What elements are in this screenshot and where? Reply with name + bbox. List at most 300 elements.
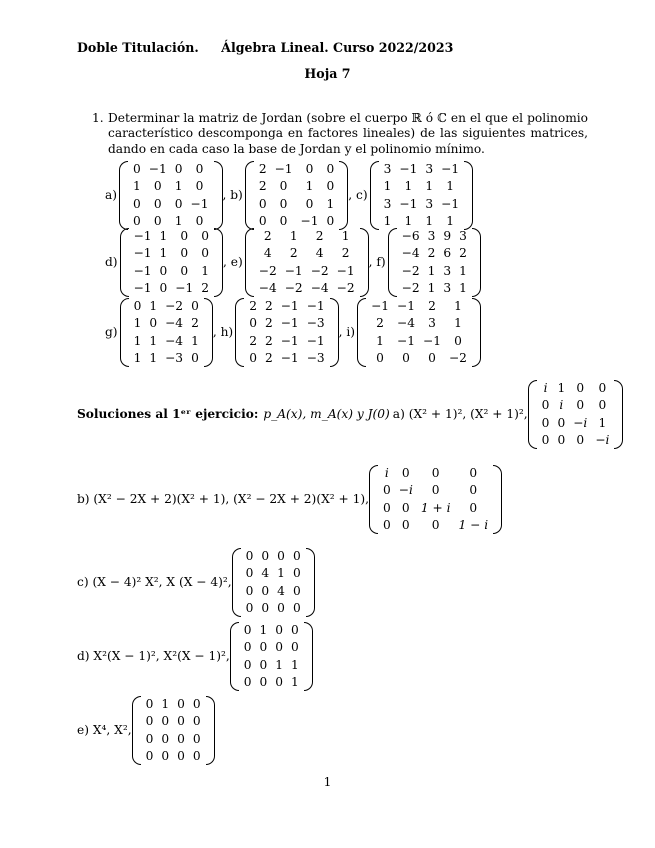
label-i: , i) xyxy=(338,324,356,339)
matrix-entry: 0 xyxy=(174,162,183,176)
matrix-entry: 0 xyxy=(195,162,204,176)
left-paren xyxy=(120,228,129,297)
left-paren xyxy=(119,161,128,230)
matrix-entry: 1 xyxy=(427,280,436,295)
matrix-row xyxy=(240,639,303,656)
matrix-entry: −1 xyxy=(274,162,293,176)
matrix-row xyxy=(245,350,328,367)
sheet-title: Hoja 7 xyxy=(304,66,351,81)
matrix-row xyxy=(367,315,471,332)
matrix-row xyxy=(255,280,359,297)
matrix-table xyxy=(245,298,328,367)
right-paren xyxy=(304,622,313,691)
matrix-entry: 1 xyxy=(201,263,210,278)
matrix-entry: 0 xyxy=(191,350,199,365)
solution-c-text: c) (X − 4)² X², X (X − 4)², xyxy=(77,574,232,589)
matrix-entry: 0 xyxy=(292,583,301,598)
matrix-entry: 1 xyxy=(459,263,467,278)
matrix-entry: −1 xyxy=(284,263,303,278)
matrix-entry: 0 xyxy=(382,483,391,498)
matrix-entry: 1 xyxy=(557,381,566,395)
matrix-entry: 1 xyxy=(159,229,168,243)
left-paren xyxy=(245,228,254,297)
matrix-entry: −2 xyxy=(284,280,303,295)
solutions-intro: p_A(x), m_A(x) y J(0) xyxy=(263,406,390,421)
matrix-entry: 1 − i xyxy=(458,517,489,532)
matrix-entry: −2 xyxy=(336,280,355,295)
matrix-entry: 0 xyxy=(192,714,201,729)
label-g: g) xyxy=(105,324,118,339)
matrix-entry: 3 xyxy=(425,196,434,211)
matrix-row xyxy=(242,583,305,600)
matrix-entry: 1 xyxy=(376,333,384,348)
matrix-entry: 0 xyxy=(598,381,607,395)
solution-d xyxy=(77,622,313,691)
matrix-row xyxy=(255,245,359,262)
matrix-entry: 0 xyxy=(576,432,585,447)
matrix-entry: 4 xyxy=(261,566,270,581)
matrix-entry: −6 xyxy=(401,229,420,243)
matrix-entry: 0 xyxy=(243,657,252,672)
matrix-row-3 xyxy=(105,298,481,367)
matrix-entry: i xyxy=(384,466,389,480)
matrix-entry: 0 xyxy=(192,748,201,763)
left-paren xyxy=(370,161,379,230)
matrix-row xyxy=(245,298,328,315)
matrix-entry: 1 xyxy=(174,213,183,228)
course-name: Doble Titulación. xyxy=(77,40,199,55)
matrix-entry: 0 xyxy=(541,415,550,430)
matrix-row xyxy=(142,713,205,730)
matrix-entry: 1 xyxy=(161,697,170,711)
matrix-entry: 0 xyxy=(161,714,170,729)
matrix-entry: 9 xyxy=(443,229,452,243)
matrix-entry: 2 xyxy=(258,162,267,176)
matrix-c xyxy=(370,161,473,230)
matrix-entry: 3 xyxy=(425,162,434,176)
matrix-entry: 0 xyxy=(192,697,201,711)
matrix-row xyxy=(255,263,359,280)
matrix-entry: 0 xyxy=(275,640,284,655)
matrix-entry: 0 xyxy=(133,196,141,211)
matrix-entry: 1 xyxy=(191,333,199,348)
matrix-entry: 0 xyxy=(159,263,168,278)
matrix-entry: 0 xyxy=(177,714,185,729)
solution-c-matrix xyxy=(232,548,315,617)
matrix-entry: −4 xyxy=(258,280,277,295)
matrix-entry: 1 xyxy=(133,333,142,348)
matrix-entry: 0 xyxy=(180,263,189,278)
matrix-table xyxy=(130,228,213,297)
matrix-entry: −1 xyxy=(397,299,415,313)
matrix-entry: 0 xyxy=(259,640,268,655)
matrix-table xyxy=(380,161,463,230)
matrix-entry: 4 xyxy=(263,246,272,261)
matrix-entry: 2 xyxy=(315,229,324,243)
matrix-entry: 0 xyxy=(401,466,410,480)
matrix-entry: 0 xyxy=(431,483,440,498)
left-paren xyxy=(369,465,378,534)
matrix-entry: −2 xyxy=(401,280,420,295)
matrix-row xyxy=(398,228,471,245)
matrix-row xyxy=(255,178,338,195)
matrix-entry: 3 xyxy=(459,229,467,243)
matrix-h xyxy=(235,298,338,367)
matrix-entry: 0 xyxy=(275,623,284,637)
matrix-row xyxy=(130,228,213,245)
matrix-entry: 0 xyxy=(192,731,201,746)
matrix-entry: 0 xyxy=(382,500,391,515)
matrix-entry: 0 xyxy=(469,483,478,498)
matrix-entry: 1 xyxy=(383,213,392,228)
matrix-row xyxy=(240,657,303,674)
matrix-entry: 0 xyxy=(576,381,585,395)
solution-e xyxy=(77,696,215,765)
matrix-entry: 1 xyxy=(149,299,158,313)
matrix-entry: 0 xyxy=(145,731,154,746)
matrix-entry: 1 xyxy=(259,623,268,637)
matrix-row xyxy=(130,333,203,350)
matrix-entry: 1 xyxy=(159,246,168,261)
matrix-entry: 2 xyxy=(459,246,467,261)
matrix-row xyxy=(130,280,213,297)
matrix-entry: −1 xyxy=(306,333,325,348)
exercise-statement: Determinar la matriz de Jordan (sobre el cuerpo ℝ ó ℂ en el que el polinomio característico descomponga en factores lineales) de las siguientes matrices, dando en cada caso la base de Jordan y el polinomio mínimo. xyxy=(108,111,588,156)
matrix-entry: 0 xyxy=(177,731,185,746)
solution-a xyxy=(77,380,623,449)
matrix-entry: 0 xyxy=(541,398,550,413)
matrix-entry: 0 xyxy=(149,316,158,331)
matrix-row xyxy=(129,178,212,195)
matrix-row xyxy=(367,333,471,350)
matrix-entry: 0 xyxy=(557,415,566,430)
matrix-table xyxy=(240,622,303,691)
matrix-entry: −1 xyxy=(280,316,299,331)
matrix-entry: 0 xyxy=(133,162,141,176)
matrix-entry: 1 xyxy=(454,299,462,313)
matrix-entry: 0 xyxy=(292,566,301,581)
matrix-entry: 0 xyxy=(326,213,335,228)
matrix-entry: 0 xyxy=(376,350,384,365)
matrix-entry: 1 xyxy=(425,179,434,194)
matrix-entry: 1 xyxy=(275,657,284,672)
matrix-entry: 0 xyxy=(133,213,141,228)
matrix-entry: −1 xyxy=(280,350,299,365)
matrix-entry: 0 xyxy=(201,229,210,243)
matrix-entry: 0 xyxy=(243,623,252,637)
label-f: , f) xyxy=(368,254,386,269)
matrix-table xyxy=(242,548,305,617)
matrix-entry: 2 xyxy=(264,316,273,331)
right-paren xyxy=(204,298,213,367)
matrix-e xyxy=(245,228,369,297)
matrix-entry: 0 xyxy=(431,517,440,532)
left-paren xyxy=(245,161,254,230)
matrix-entry: 1 xyxy=(289,229,298,243)
left-paren xyxy=(357,298,366,367)
matrix-entry: 2 xyxy=(258,179,267,194)
matrix-entry: 0 xyxy=(279,196,288,211)
matrix-entry: 0 xyxy=(402,350,410,365)
matrix-entry: −1 xyxy=(133,229,152,243)
matrix-entry: −1 xyxy=(306,299,325,313)
page-header xyxy=(77,40,453,56)
left-paren xyxy=(120,298,129,367)
matrix-entry: 0 xyxy=(431,466,440,480)
matrix-entry: 0 xyxy=(258,196,267,211)
matrix-entry: 0 xyxy=(261,600,270,615)
matrix-entry: 3 xyxy=(383,196,392,211)
matrix-row xyxy=(255,161,338,178)
matrix-entry: 0 xyxy=(245,583,254,598)
solution-d-matrix xyxy=(230,622,313,691)
matrix-entry: 0 xyxy=(261,583,270,598)
matrix-entry: 0 xyxy=(174,196,183,211)
matrix-entry: 0 xyxy=(258,213,267,228)
matrix-entry: 1 + i xyxy=(420,500,451,515)
matrix-row xyxy=(538,415,614,432)
solutions-title: Soluciones al 1ᵉʳ ejercicio: xyxy=(77,406,259,421)
solution-a-text: a) (X² + 1)², (X² + 1)², xyxy=(392,406,528,421)
matrix-entry: −1 xyxy=(280,333,299,348)
matrix-entry: −1 xyxy=(133,263,152,278)
matrix-entry: −1 xyxy=(280,299,299,313)
matrix-entry: 1 xyxy=(277,566,285,581)
matrix-entry: 0 xyxy=(305,162,314,176)
matrix-entry: 1 xyxy=(446,179,454,194)
matrix-entry: 1 xyxy=(459,280,467,295)
matrix-entry: 0 xyxy=(145,748,154,763)
matrix-entry: 0 xyxy=(401,500,410,515)
matrix-entry: 1 xyxy=(133,316,142,331)
matrix-row xyxy=(255,228,359,245)
matrix-entry: −i xyxy=(595,432,610,447)
matrix-table xyxy=(538,380,614,449)
matrix-entry: 0 xyxy=(557,432,566,447)
matrix-entry: 1 xyxy=(326,196,335,211)
matrix-entry: 1 xyxy=(149,350,158,365)
matrix-entry: 0 xyxy=(275,674,284,689)
matrix-entry: 4 xyxy=(315,246,324,261)
solution-e-matrix xyxy=(132,696,215,765)
matrix-entry: 0 xyxy=(277,600,285,615)
solution-e-text: e) X⁴, X², xyxy=(77,722,132,737)
matrix-row xyxy=(380,178,463,195)
matrix-table xyxy=(255,228,359,297)
matrix-entry: 0 xyxy=(401,517,410,532)
matrix-g xyxy=(120,298,213,367)
matrix-entry: 0 xyxy=(249,350,257,365)
matrix-row xyxy=(379,465,492,482)
matrix-table xyxy=(130,298,203,367)
label-c: , c) xyxy=(348,187,368,202)
matrix-row xyxy=(367,350,471,367)
matrix-entry: 0 xyxy=(249,316,257,331)
matrix-entry: 0 xyxy=(291,623,299,637)
matrix-entry: −4 xyxy=(310,280,329,295)
matrix-entry: 0 xyxy=(145,714,154,729)
left-paren xyxy=(230,622,239,691)
matrix-row xyxy=(245,315,328,332)
matrix-entry: 0 xyxy=(291,640,299,655)
matrix-entry: 0 xyxy=(161,748,170,763)
matrix-entry: 2 xyxy=(191,316,199,331)
left-paren xyxy=(388,228,397,297)
matrix-entry: 0 xyxy=(259,657,268,672)
matrix-row xyxy=(130,245,213,262)
matrix-entry: −1 xyxy=(190,196,209,211)
matrix-entry: 0 xyxy=(326,179,335,194)
matrix-entry: −1 xyxy=(371,299,390,313)
matrix-entry: 0 xyxy=(292,549,301,563)
matrix-entry: 0 xyxy=(153,196,162,211)
matrix-entry: 0 xyxy=(191,299,199,313)
matrix-entry: −3 xyxy=(306,316,325,331)
matrix-entry: 0 xyxy=(541,432,550,447)
matrix-entry: 1 xyxy=(427,263,436,278)
matrix-entry: −1 xyxy=(441,162,460,176)
matrix-entry: −1 xyxy=(336,263,355,278)
matrix-entry: 3 xyxy=(428,316,436,331)
matrix-entry: 2 xyxy=(427,246,436,261)
matrix-entry: −2 xyxy=(448,350,467,365)
matrix-entry: −1 xyxy=(148,162,167,176)
solution-b-text: b) (X² − 2X + 2)(X² + 1), (X² − 2X + 2)(X² + 1), xyxy=(77,491,369,506)
matrix-entry: 1 xyxy=(383,179,392,194)
matrix-entry: 2 xyxy=(428,299,436,313)
matrix-d xyxy=(120,228,223,297)
matrix-entry: 0 xyxy=(326,162,335,176)
matrix-entry: 1 xyxy=(149,333,158,348)
matrix-row xyxy=(240,622,303,639)
matrix-entry: 1 xyxy=(291,657,299,672)
matrix-row xyxy=(142,696,205,713)
right-paren xyxy=(464,161,473,230)
matrix-row xyxy=(129,161,212,178)
matrix-row xyxy=(245,333,328,350)
matrix-entry: 2 xyxy=(289,246,298,261)
matrix-table xyxy=(379,465,492,534)
matrix-entry: 0 xyxy=(133,299,142,313)
matrix-entry: 3 xyxy=(383,162,392,176)
matrix-a xyxy=(119,161,222,230)
matrix-entry: 3 xyxy=(443,263,452,278)
matrix-entry: 6 xyxy=(443,246,452,261)
matrix-row xyxy=(242,600,305,617)
right-paren xyxy=(472,298,481,367)
right-paren xyxy=(306,548,315,617)
right-paren xyxy=(330,298,339,367)
label-d: d) xyxy=(105,254,118,269)
matrix-entry: 0 xyxy=(161,731,170,746)
matrix-row xyxy=(379,517,492,534)
label-e: , e) xyxy=(223,254,243,269)
right-paren xyxy=(206,696,215,765)
matrix-entry: 0 xyxy=(245,566,254,581)
matrix-entry: 0 xyxy=(279,213,288,228)
matrix-entry: −2 xyxy=(401,263,420,278)
matrix-entry: i xyxy=(559,398,564,413)
matrix-entry: 3 xyxy=(427,229,436,243)
matrix-entry: 0 xyxy=(576,398,585,413)
solution-a-matrix xyxy=(528,380,624,449)
label-b: , b) xyxy=(222,187,243,202)
matrix-entry: 0 xyxy=(180,229,189,243)
solution-b-matrix xyxy=(369,465,502,534)
matrix-entry: −2 xyxy=(310,263,329,278)
matrix-entry: 0 xyxy=(598,398,607,413)
matrix-f xyxy=(388,228,481,297)
right-paren xyxy=(214,161,223,230)
subject-name: Álgebra Lineal. Curso 2022/2023 xyxy=(221,40,454,55)
matrix-entry: 1 xyxy=(133,350,142,365)
matrix-entry: 2 xyxy=(201,280,210,295)
matrix-entry: 0 xyxy=(195,179,204,194)
matrix-entry: 0 xyxy=(469,466,478,480)
matrix-row xyxy=(398,245,471,262)
matrix-row xyxy=(538,397,614,414)
matrix-entry: 0 xyxy=(177,697,185,711)
matrix-entry: i xyxy=(543,381,548,395)
left-paren xyxy=(232,548,241,617)
matrix-entry: 1 xyxy=(598,415,607,430)
matrix-entry: 0 xyxy=(153,179,162,194)
matrix-entry: 0 xyxy=(245,549,254,563)
matrix-entry: 0 xyxy=(279,179,288,194)
matrix-row xyxy=(398,263,471,280)
matrix-entry: −2 xyxy=(258,263,277,278)
right-paren xyxy=(214,228,223,297)
right-paren xyxy=(360,228,369,297)
matrix-entry: 0 xyxy=(243,640,252,655)
matrix-table xyxy=(255,161,338,230)
matrix-row xyxy=(398,280,471,297)
matrix-entry: 0 xyxy=(201,246,210,261)
matrix-entry: −4 xyxy=(165,316,184,331)
matrix-row xyxy=(367,298,471,315)
matrix-entry: 0 xyxy=(428,350,436,365)
label-h: , h) xyxy=(212,324,234,339)
matrix-entry: 2 xyxy=(341,246,350,261)
matrix-entry: −1 xyxy=(300,213,319,228)
matrix-entry: 0 xyxy=(292,600,301,615)
matrix-entry: 0 xyxy=(180,246,189,261)
matrix-entry: 1 xyxy=(305,179,314,194)
matrix-row xyxy=(242,548,305,565)
matrix-row xyxy=(129,196,212,213)
matrix-row xyxy=(380,196,463,213)
matrix-entry: −3 xyxy=(165,350,184,365)
matrix-entry: −1 xyxy=(441,196,460,211)
matrix-row xyxy=(130,263,213,280)
matrix-row-1 xyxy=(105,161,473,230)
matrix-entry: 0 xyxy=(277,549,285,563)
matrix-entry: −i xyxy=(398,483,413,498)
matrix-entry: −1 xyxy=(399,196,418,211)
matrix-entry: −2 xyxy=(165,299,184,313)
matrix-row xyxy=(242,565,305,582)
matrix-entry: 2 xyxy=(263,229,272,243)
matrix-entry: 2 xyxy=(264,333,273,348)
left-paren xyxy=(235,298,244,367)
matrix-entry: 1 xyxy=(291,674,299,689)
matrix-entry: 0 xyxy=(243,674,252,689)
matrix-entry: 0 xyxy=(159,280,168,295)
matrix-table xyxy=(367,298,471,367)
matrix-entry: 2 xyxy=(264,299,273,313)
page-number: 1 xyxy=(323,775,332,789)
matrix-entry: 1 xyxy=(454,316,462,331)
